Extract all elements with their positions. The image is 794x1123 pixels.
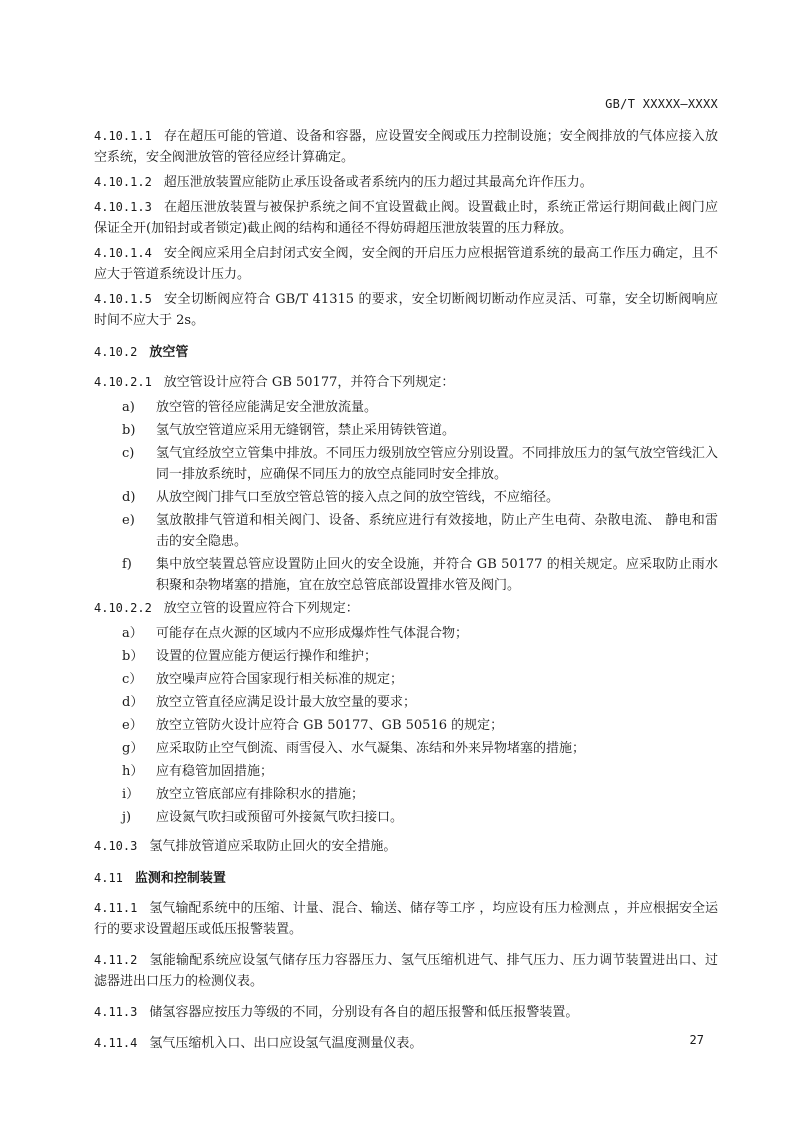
list-item-text: 应采取防止空气倒流、雨雪侵入、水气凝集、冻结和外来异物堵塞的措施； [156, 741, 586, 756]
list-item-label: j) [122, 810, 132, 825]
section-number: 4.10.2 [94, 345, 138, 359]
list-item-text: 氢气宜经放空立管集中排放。不同压力级别放空管应分别设置。不同排放压力的氢气放空管线汇入同一排放系统时，应确保不同压力的放空点能同时安全排放。 [156, 446, 718, 482]
list-item [94, 807, 718, 828]
list-item-label: b） [122, 649, 144, 664]
list-item-label: d） [122, 695, 144, 710]
section-number: 4.11 [94, 871, 123, 885]
clause-4-10-3 [94, 836, 718, 857]
clause-number: 4.10.1.1 [94, 129, 152, 143]
page-content [94, 126, 718, 1058]
list-item-text: 放空立管防火设计应符合 GB 50177、GB 50516 的规定； [156, 718, 504, 733]
clause-number: 4.11.3 [94, 1005, 138, 1019]
list-item-text: 可能存在点火源的区域内不应形成爆炸性气体混合物； [156, 626, 469, 641]
list-item-label: h） [122, 764, 144, 779]
list-item-label: g） [122, 741, 144, 756]
list-item [94, 784, 718, 805]
clause-number: 4.10.2.1 [94, 375, 152, 389]
clause-text: 氢能输配系统应设氢气储存压力容器压力、氢气压缩机进气、排气压力、压力调节装置进出口、过滤器进出口压力的检测仪表。 [94, 953, 718, 989]
list-item-text: 氢气放空管道应采用无缝钢管，禁止采用铸铁管道。 [156, 423, 456, 438]
list-item-text: 放空立管底部应有排除积水的措施； [156, 787, 365, 802]
list-item-text: 应设氮气吹扫或预留可外接氮气吹扫接口。 [156, 810, 404, 825]
list-item-label: c) [122, 446, 135, 461]
list-item [94, 510, 718, 552]
clause-4-10-1-1 [94, 126, 718, 168]
list-item-label: e） [122, 718, 143, 733]
clause-number: 4.10.1.5 [94, 292, 152, 306]
list-item-text: 放空立管直径应满足设计最大放空量的要求； [156, 695, 417, 710]
clause-number: 4.10.2.2 [94, 601, 152, 615]
clause-text: 安全切断阀应符合 GB/T 41315 的要求，安全切断阀切断动作应灵活、可靠，安全切断阀响应时间不应大于 2s。 [94, 292, 718, 328]
list-item-text: 氢放散排气管道和相关阀门、设备、系统应进行有效接地，防止产生电荷、杂散电流、 静电和雷击的安全隐患。 [156, 513, 718, 549]
list-item [94, 761, 718, 782]
section-heading-4-11 [94, 868, 718, 889]
clause-number: 4.10.1.3 [94, 200, 152, 214]
list-item-text: 设置的位置应能方便运行操作和维护； [156, 649, 378, 664]
clause-text: 储氢容器应按压力等级的不同，分别设有各自的超压报警和低压报警装置。 [149, 1005, 579, 1020]
document-code-header: GB/T XXXXX—XXXX [605, 97, 718, 111]
clause-4-10-1-2 [94, 172, 718, 193]
clause-text: 存在超压可能的管道、设备和容器，应设置安全阀或压力控制设施；安全阀排放的气体应接入放空系统，安全阀泄放管的管径应经计算确定。 [94, 129, 718, 165]
list-item [94, 420, 718, 441]
clause-4-11-3 [94, 1002, 718, 1023]
list-item-label: e) [122, 513, 135, 528]
list-item-text: 放空噪声应符合国家现行相关标准的规定； [156, 672, 404, 687]
clause-text: 氢气排放管道应采取防止回火的安全措施。 [149, 839, 397, 854]
list-item-label: f) [122, 557, 132, 572]
clause-4-10-2-2 [94, 598, 718, 619]
clause-number: 4.10.3 [94, 839, 138, 853]
list-item [94, 487, 718, 508]
list-item [94, 715, 718, 736]
list-item [94, 554, 718, 596]
section-title: 放空管 [149, 345, 189, 360]
list-item [94, 692, 718, 713]
list-item-label: a) [122, 400, 135, 415]
clause-4-10-1-5 [94, 289, 718, 331]
clause-4-11-4 [94, 1033, 718, 1054]
list-item [94, 443, 718, 485]
requirement-list-4-10-2-2 [94, 623, 718, 828]
clause-4-10-2-1 [94, 372, 718, 393]
page-number: 27 [689, 1033, 704, 1047]
section-title: 监测和控制装置 [134, 871, 226, 886]
clause-text: 超压泄放装置应能防止承压设备或者系统内的压力超过其最高允许作压力。 [163, 175, 593, 190]
clause-number: 4.11.4 [94, 1036, 138, 1050]
clause-4-11-1 [94, 898, 718, 940]
clause-4-11-2 [94, 950, 718, 992]
clause-text: 氢气压缩机入口、出口应设氢气温度测量仪表。 [149, 1036, 423, 1051]
list-item-text: 从放空阀门排气口至放空管总管的接入点之间的放空管线，不应缩径。 [156, 490, 560, 505]
clause-text: 氢气输配系统中的压缩、计量、混合、输送、储存等工序 ，均应设有压力检测点 ，并应根据安全运行的要求设置超压或低压报警装置。 [94, 901, 718, 937]
list-item [94, 669, 718, 690]
clause-text: 放空管设计应符合 GB 50177，并符合下列规定： [163, 375, 455, 390]
list-item-label: b) [122, 423, 136, 438]
clause-text: 安全阀应采用全启封闭式安全阀，安全阀的开启压力应根据管道系统的最高工作压力确定，且不应大于管道系统设计压力。 [94, 246, 718, 282]
list-item-label: c） [122, 672, 143, 687]
clause-4-10-1-4 [94, 243, 718, 285]
list-item [94, 397, 718, 418]
list-item-label: i） [122, 787, 140, 802]
clause-text: 在超压泄放装置与被保护系统之间不宜设置截止阀。设置截止时，系统正常运行期间截止阀门应保证全开(加铅封或者锁定)截止阀的结构和通径不得妨碍超压泄放装置的压力释放。 [94, 200, 718, 236]
list-item-text: 集中放空装置总管应设置防止回火的安全设施，并符合 GB 50177 的相关规定。应采取防止雨水积聚和杂物堵塞的措施，宜在放空总管底部设置排水管及阀门。 [156, 557, 718, 593]
list-item-label: d) [122, 490, 136, 505]
list-item [94, 623, 718, 644]
clause-4-10-1-3 [94, 197, 718, 239]
list-item [94, 738, 718, 759]
clause-number: 4.11.2 [94, 953, 138, 967]
section-heading-4-10-2 [94, 342, 718, 363]
clause-text: 放空立管的设置应符合下列规定： [163, 601, 359, 616]
list-item [94, 646, 718, 667]
list-item-text: 应有稳管加固措施； [156, 764, 274, 779]
list-item-text: 放空管的管径应能满足安全泄放流量。 [156, 400, 378, 415]
clause-number: 4.11.1 [94, 901, 138, 915]
clause-number: 4.10.1.4 [94, 246, 152, 260]
requirement-list-4-10-2-1 [94, 397, 718, 596]
clause-number: 4.10.1.2 [94, 175, 152, 189]
list-item-label: a） [122, 626, 143, 641]
